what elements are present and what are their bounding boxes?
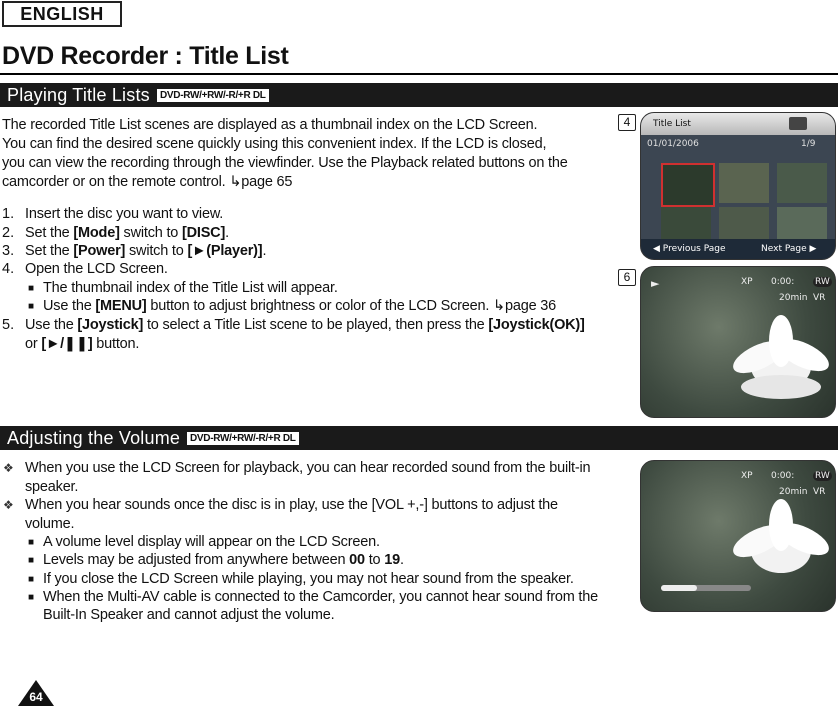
title-divider: [0, 73, 838, 75]
step-text: Set the [Power] switch to [►(Player)].: [25, 243, 267, 259]
bullet-text: If you close the LCD Screen while playing, you may not hear sound from the speaker.: [43, 571, 574, 587]
thumbnail[interactable]: [661, 207, 711, 239]
mode-indicator: VR: [813, 293, 826, 303]
quality-indicator: XP: [741, 471, 753, 481]
lcd-title-list-screen: [640, 112, 836, 260]
thumbnail[interactable]: [777, 163, 827, 203]
bullet-text: Built-In Speaker and cannot adjust the volume.: [43, 607, 335, 623]
next-page-button[interactable]: Next Page ▶: [761, 244, 817, 254]
mode-indicator: VR: [813, 487, 826, 497]
intro-line: The recorded Title List scenes are displayed as a thumbnail index on the LCD Screen.: [2, 117, 538, 133]
screen-title: Title List: [653, 119, 691, 129]
bullet-icon: ■: [28, 301, 35, 312]
screen-counter: 1/9: [801, 139, 816, 149]
bullet-text: Levels may be adjusted from anywhere between 00 to 19.: [43, 552, 404, 568]
disc-icon: [789, 117, 807, 130]
section-bar-volume: [0, 426, 838, 450]
section-bar-playing: [0, 83, 838, 107]
bullet-text: When the Multi-AV cable is connected to the Camcorder, you cannot hear sound from the: [43, 589, 598, 605]
disc-type-indicator: RW: [815, 277, 830, 287]
thumbnail[interactable]: [777, 207, 827, 239]
page-title: DVD Recorder : Title List: [2, 42, 289, 70]
step-text: or [►/❚❚] button.: [25, 336, 140, 352]
disc-type-badge: DVD-RW/+RW/-R/+R DL: [187, 432, 299, 445]
figure-label: 4: [618, 114, 636, 131]
bullet-icon: ■: [28, 283, 35, 294]
diamond-bullet-icon: ❖: [3, 498, 14, 512]
time-counter: 0:00:: [771, 277, 795, 287]
time-counter: 0:00:: [771, 471, 795, 481]
intro-line: camcorder or on the remote control. ↳page 65: [2, 174, 293, 190]
step-number: 3.: [2, 243, 15, 259]
screen-date: 01/01/2006: [647, 139, 699, 149]
volume-level-fill: [661, 585, 697, 591]
lotus-flower-image: [711, 297, 835, 417]
paragraph-line: When you use the LCD Screen for playback, you can hear recorded sound from the built-in: [25, 460, 591, 476]
remaining-time: 20min: [779, 293, 808, 303]
volume-level-bar: [661, 585, 751, 591]
section-heading: Playing Title Lists: [7, 85, 150, 105]
step-text: Open the LCD Screen.: [25, 261, 168, 277]
lcd-playback-screen: [640, 266, 836, 418]
step-text: Use the [Joystick] to select a Title List scene to be played, then press the [Joystick(OK)]: [25, 317, 585, 333]
lcd-volume-screen: [640, 460, 836, 612]
figure-label: 6: [618, 269, 636, 286]
bullet-icon: ■: [28, 592, 35, 603]
previous-page-button[interactable]: ◀ Previous Page: [653, 244, 726, 254]
paragraph-line: volume.: [25, 516, 75, 532]
sub-bullet-text: The thumbnail index of the Title List will appear.: [43, 280, 338, 296]
play-icon: ►: [651, 277, 660, 290]
intro-line: you can view the recording through the viewfinder. Use the Playback related buttons on the: [2, 155, 568, 171]
step-text: Insert the disc you want to view.: [25, 206, 224, 222]
step-number: 1.: [2, 206, 15, 222]
section-heading: Adjusting the Volume: [7, 428, 181, 448]
step-number: 5.: [2, 317, 15, 333]
disc-type-indicator: RW: [815, 471, 830, 481]
bullet-text: A volume level display will appear on the LCD Screen.: [43, 534, 380, 550]
intro-line: You can find the desired scene quickly using this convenient index. If the LCD is closed,: [2, 136, 547, 152]
bullet-icon: ■: [28, 537, 35, 548]
bullet-icon: ■: [28, 555, 35, 566]
step-text: Set the [Mode] switch to [DISC].: [25, 225, 229, 241]
quality-indicator: XP: [741, 277, 753, 287]
language-label: ENGLISH: [2, 1, 122, 27]
page-number: 64: [18, 680, 54, 706]
thumbnail[interactable]: [719, 207, 769, 239]
bullet-icon: ■: [28, 574, 35, 585]
thumbnail[interactable]: [719, 163, 769, 203]
paragraph-line: speaker.: [25, 479, 79, 495]
step-number: 4.: [2, 261, 15, 277]
thumbnail-selected[interactable]: [661, 163, 715, 207]
paragraph-line: When you hear sounds once the disc is in play, use the [VOL +,-] buttons to adjust the: [25, 497, 558, 513]
remaining-time: 20min: [779, 487, 808, 497]
sub-bullet-text: Use the [MENU] button to adjust brightness or color of the LCD Screen. ↳page 36: [43, 298, 556, 314]
step-number: 2.: [2, 225, 15, 241]
diamond-bullet-icon: ❖: [3, 461, 14, 475]
disc-type-badge: DVD-RW/+RW/-R/+R DL: [157, 89, 269, 102]
lotus-flower-image: [711, 489, 835, 599]
